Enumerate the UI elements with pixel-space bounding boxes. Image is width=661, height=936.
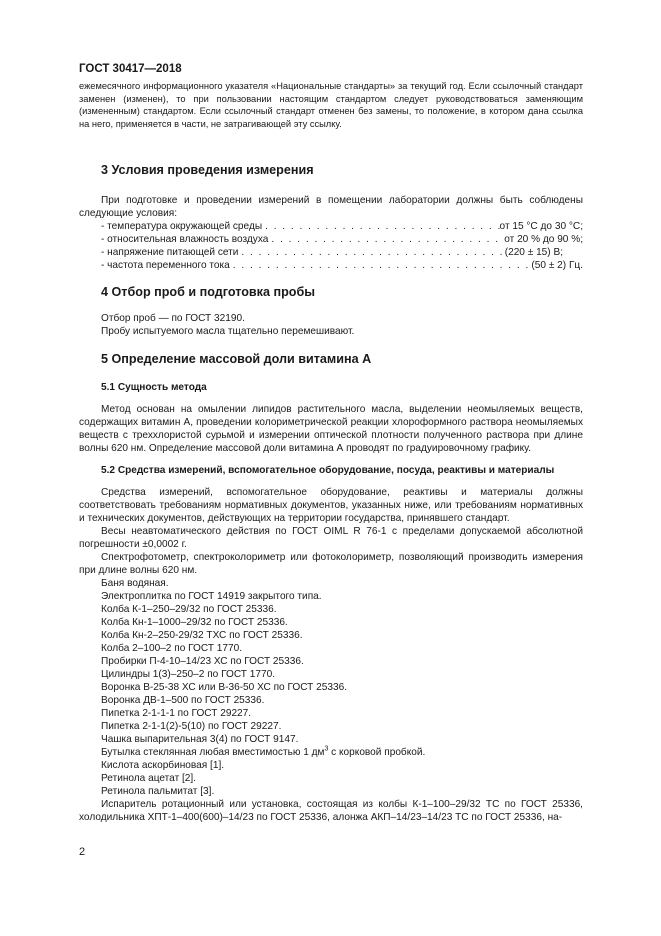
subsection-5-2-text: Средства измерений, вспомогательное оборудование, реактивы и материалы должны соответствовать требованиям нормативных документов, указанных ниже, или требованиям нормативных и технических документов, действующих на территории государства, принявшего стандарт. xyxy=(79,487,583,524)
spectro-paragraph: Спектрофотометр, спектроколориметр или фотоколориметр, позволяющий производить измерения при длине волны 620 нм. xyxy=(79,552,583,576)
list-item: Колба 2–100–2 по ГОСТ 1770. xyxy=(101,643,243,654)
section-3-title: 3 Условия проведения измерения xyxy=(101,163,314,177)
section-5-title: 5 Определение массовой доли витамина А xyxy=(101,352,372,366)
section-4 xyxy=(79,286,583,338)
equipment-list xyxy=(79,577,583,798)
intro-block xyxy=(79,80,583,130)
list-item: Баня водяная. xyxy=(101,578,169,589)
list-item: Ретинола ацетат [2]. xyxy=(101,773,197,784)
section-4-line: Отбор проб — по ГОСТ 32190. xyxy=(101,313,245,324)
subsection-5-1-title: 5.1 Сущность метода xyxy=(101,382,207,393)
list-item: Бутылка стеклянная любая вместимостью 1 $дм^3$ с корковой пробкой. xyxy=(101,745,426,758)
section-5 xyxy=(79,353,583,824)
section-4-line: Пробу испытуемого масла тщательно перемешивают. xyxy=(101,326,355,337)
condition-item: - относительная влажность воздуха . . . от 20 % до 90 %; xyxy=(79,233,583,246)
subsection-5-1-text: Метод основан на омылении липидов растительного масла, выделении неомыляемых веществ, содержащих витамин А, проведении колориметрической реакции хлороформного раствора неомыляемых веществ с треххлористой сурьмой и измерении оптической плотности полученного раствора при длине волны 620 нм. Определение массовой доли витамина А проводят по градуировочному графику. xyxy=(79,404,583,454)
condition-item: - напряжение питающей сети . . . (220 ± 15) В; xyxy=(79,246,583,259)
subsection-5-2-title: 5.2 Средства измерений, вспомогательное оборудование, посуда, реактивы и материалы xyxy=(101,465,555,476)
list-item: Колба Кн-2–250-29/32 ТХС по ГОСТ 25336. xyxy=(101,630,303,641)
condition-item: - частота переменного тока . . . (50 ± 2) Гц. xyxy=(79,259,583,272)
document-code: ГОСТ 30417—2018 xyxy=(79,63,182,75)
list-item: Пипетка 2-1-1-1 по ГОСТ 29227. xyxy=(101,708,252,719)
section-4-title: 4 Отбор проб и подготовка пробы xyxy=(101,285,315,299)
list-item: Ретинола пальмитат [3]. xyxy=(101,786,215,797)
conditions-list xyxy=(79,220,583,272)
list-item: Кислота аскорбиновая [1]. xyxy=(101,760,225,771)
page-number: 2 xyxy=(79,846,86,858)
list-item: Электроплитка по ГОСТ 14919 закрытого типа. xyxy=(101,591,322,602)
list-item: Колба К-1–250–29/32 по ГОСТ 25336. xyxy=(101,604,277,615)
list-item: Цилиндры 1(3)–250–2 по ГОСТ 1770. xyxy=(101,669,276,680)
section-3-intro: При подготовке и проведении измерений в помещении лаборатории должны быть соблюдены следующие условия: xyxy=(79,195,583,219)
list-item: Колба Кн-1–1000–29/32 по ГОСТ 25336. xyxy=(101,617,288,628)
list-item: Пробирки П-4-10–14/23 ХС по ГОСТ 25336. xyxy=(101,656,304,667)
list-item: Чашка выпарительная 3(4) по ГОСТ 9147. xyxy=(101,734,299,745)
section-3 xyxy=(79,164,583,272)
list-item: Пипетка 2-1-1(2)-5(10) по ГОСТ 29227. xyxy=(101,721,282,732)
list-item: Воронка ДВ-1–500 по ГОСТ 25336. xyxy=(101,695,265,706)
evaporator-paragraph: Испаритель ротационный или установка, состоящая из колбы К-1–100–29/32 ТС по ГОСТ 25336, холодильника ХПТ-1–400(600)–14/23 по ГОСТ 25336, алонжа АКП–14/23–14/23 ТС по ГОСТ 25336, на- xyxy=(79,799,583,823)
list-item: Воронка В-25-38 ХС или В-36-50 ХС по ГОСТ 25336. xyxy=(101,682,348,693)
scales-paragraph: Весы неавтоматического действия по ГОСТ OIML R 76-1 с пределами допускаемой абсолютной погрешности ±0,0002 г. xyxy=(79,526,583,550)
condition-item: - температура окружающей среды . . . от 15 °С до 30 °С; xyxy=(79,220,583,233)
intro-paragraph: ежемесячного информационного указателя «Национальные стандарты» за текущий год. Если ссылочный стандарт заменен (изменен), то при пользовании настоящим стандартом следует руководствоваться заменяющим (измененным) стандартом. Если ссылочный стандарт отменен без замены, то положение, в котором дана ссылка на него, применяется в части, не затрагивающей эту ссылку. xyxy=(79,81,583,129)
